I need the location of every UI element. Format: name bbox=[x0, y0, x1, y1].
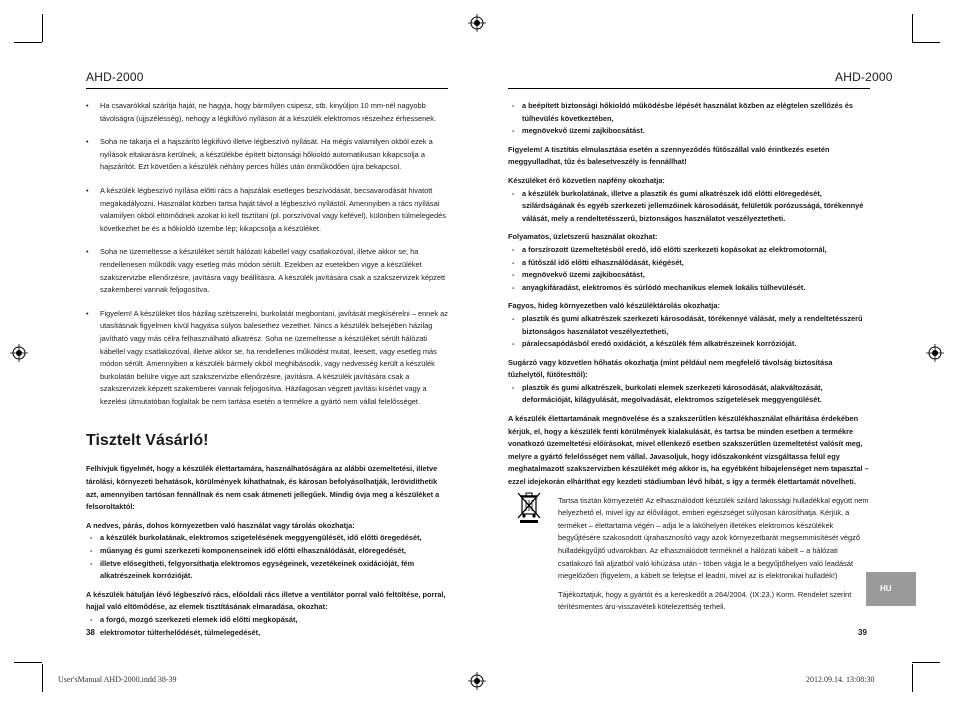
right-column bbox=[508, 100, 870, 614]
take-back-paragraph: Tájékoztatjuk, hogy a gyártót és a kereskedőt a 264/2004. (IX:23.) Korm. Rendelet szerint térítésmentes áru-visszavételi kötelezettség terheli. bbox=[558, 589, 852, 612]
list-item: - megnövekvő üzemi zajkibocsátást, bbox=[508, 269, 870, 282]
greeting-heading: Tisztelt Vásárló! bbox=[86, 432, 209, 450]
crop-mark bbox=[912, 662, 940, 663]
registration-mark-icon bbox=[468, 672, 486, 690]
right-page-number: 39 bbox=[858, 628, 867, 637]
crop-mark bbox=[912, 42, 940, 43]
crop-mark bbox=[42, 14, 43, 42]
lifetime-paragraph: A készülék élettartamának megnövelése és a szakszerűtlen készülékhasználat elhárítása érdekében kérjük, el, hogy a készülék fenti körülmények kialakulását, és tartsa be minden esetben a termékre vonatkozó üzemeltetési előírásokat, mivel ellenkező esetben szakszerűtlen üzemeltetést valósít meg, melyre a gyártó felelősséget nem vállal. Javasoljuk, hogy időszakonként vizsgáltassa felül egy meghatalmazott szakszervizben készülékét még akkor is, ha egyébként hibajelenséget nem tapasztal – ezzel idejekorán elháríthat egy kezdeti stádiumban lévő hibát, s így a termék élettartamát növelheti. bbox=[508, 414, 869, 487]
crop-mark bbox=[912, 664, 913, 692]
list-item: - a forgó, mozgó szerkezeti elemek idő előtti megkopását, bbox=[86, 614, 448, 627]
section-title: A készülék hátulján lévő légbeszívó rács, előoldali rács illetve a ventilátor porral való feltöltése, porral, hajjal való eltömődése, az elemek tisztításának elmaradása, okozhat: bbox=[86, 589, 446, 612]
crop-mark bbox=[42, 664, 43, 692]
list-item: - a forszírozott üzemeltetésből eredő, idő előtti szerkezeti kopásokat az elektromotornál, bbox=[508, 244, 870, 257]
registration-mark-icon bbox=[468, 14, 486, 32]
language-tab: HU bbox=[866, 572, 916, 606]
crop-mark bbox=[912, 14, 913, 42]
list-item: - megnövekvő üzemi zajkibocsátást. bbox=[508, 125, 870, 138]
list-item: - elektromotor túlterhelődését, túlmelegedését, bbox=[86, 627, 448, 640]
left-column bbox=[86, 100, 448, 639]
list-item: - páralecsapódásból eredő oxidációt, a készülék fém alkatrészeinek korrózióját. bbox=[508, 338, 870, 351]
right-page-title: AHD-2000 bbox=[835, 70, 893, 84]
recycling-paragraph: Tartsa tisztán környezetét! Az elhasználódott készülék szilárd lakossági hulladékkal együtt nem helyezhető el, mivel így az élővilágot, emberi egészséget súlyosan károsíthatja. Kérjük, a terméket – élettartama végén – adja le a lakóhelyén illetékes elektromos készülékek begyűjtésére szakosodott újrahasznosító vagy azok környezetbarát megsemmisítését végző hulladékgyűjtő udvarokban. Az elhasználódott terméknél a hálózati kábelt – a hálózati csatlakozó fali aljzatból való kihúzása után - töben vágja le a begyűjtőhelyen való leadását megelőzően (figyelem, a kábelt se felejtse el leadni, mivel az is elektronikai hulladék!) bbox=[558, 495, 869, 581]
left-page-title: AHD-2000 bbox=[86, 70, 144, 84]
right-header-rule bbox=[508, 88, 870, 89]
list-item: - a készülék burkolatának, elektromos szigetelésének meggyengülését, idő előtti öregedését, bbox=[86, 532, 448, 545]
crop-mark bbox=[14, 662, 42, 663]
section-title: Készüléket érő közvetlen napfény okozhatja: bbox=[508, 175, 665, 185]
safety-bullet: • A készülék légbeszívó nyílása előtti rács a hajszálak esetleges beszívódását, becsavarodását hivatott megakadályozni. Használat közben tartsa haját távol a légbeszívó nyílástól. Amennyiben a rács nyílásai valamilyen okból eltömődnek azokat ki kell tisztítani (pl. porszívóval vagy kefével), különben túlmelegedés következhet be és a hőkioldó üzembe lép; kikapcsolja a készüléket. bbox=[86, 185, 448, 235]
intro-paragraph: Felhívjuk figyelmét, hogy a készülék élettartamára, használhatóságára az alábbi üzemeltetési, illetve tárolási, környezeti behatások, körülmények kihathatnak, és károsan befolyásolhatják, lerövidíthetik azt, amennyiben tartósan fennállnak és nem csak átmeneti jellegűek. Mindig óvja meg a készüléket a felsoroltaktól: bbox=[86, 464, 440, 512]
list-item: - a készülék burkolatának, illetve a plasztik és gumi alkatrészek idő előtti elöregedését, szilárdságának és egyéb szerkezeti jellemzőinek károsodását, felületük porózusságá, törékennyé válását, mely a rendeltetésszerű, biztonságos használatot veszélyeztetheti. bbox=[508, 188, 870, 226]
list-item: - illetve elősegítheti, felgyorsíthatja elektromos egységeinek, vezetékeinek oxidációját, fém alkatrészeinek korrózióját. bbox=[86, 558, 448, 583]
safety-bullet: • Soha ne takarja el a hajszárító légkifúvó illetve légbeszívó nyílását. Ha mégis valamilyen okból ezek a nyílások eltakarásra kerülnek, a készülékbe épített biztonsági hőkioldó automatikusan kikapcsolja a hajszárítót. Ezt követően a készülék néhány perces hűlés után önműködően újra bekapcsol. bbox=[86, 136, 448, 174]
safety-bullet: • Soha ne üzemeltesse a készüléket sérült hálózati kábellel vagy csatlakozóval, illetve akkor se, ha rendellenesen működik vagy esetleg más módon sérült. Ezekben az esetekben vigye a készüléket szakszervizbe ellenőrzésre, javításra vagy beállításra. A készülék javítására csak a szakszervizek képzett szakemberei vannak feljogosítva. bbox=[86, 246, 448, 296]
crop-mark bbox=[14, 42, 42, 43]
left-header-rule bbox=[86, 88, 448, 89]
safety-bullet: • Figyelem! A készüléket tilos házilag szétszerelni, burkolatát megbontani, javítását megkísérelni – ennek az utasításnak figyelmen kívül hagyása súlyos balesethez vezethet. Nincs a készülék belsejében házilag javítható vagy más célra felhasználható alkatrész. Soha ne üzemeltesse a készüléket sérült hálózati kábellel vagy csatlakozóval, illetve akkor se, ha rendellenes működést mutat, leesett, vagy esetleg más módon sérült. Amennyiben a készülék bármely okból meghibásodik, vagy nedvesség került a készülék burkolatán belülre vigye azt szakszervizbe ellenőrzésre, javításra. A készülék javítására csak a szakszervizek képzett szakemberei vannak feljogosítva. Házilagosan végzett javítási kísérlet vagy a kezelési útmutatóban foglaltak be nem tartása esetén a termékre a gyártó nem vállal felelősséget. bbox=[86, 308, 448, 409]
list-item: - a beépített biztonsági hőkioldó működésbe lépését használat közben az elégtelen szellőzés és túlhevülés következtében, bbox=[508, 100, 870, 125]
print-timestamp: 2012.09.14. 13:08:30 bbox=[806, 675, 875, 684]
warning-paragraph: Figyelem! A tisztítás elmulasztása esetén a szennyeződés fűtőszállal való érintkezés esetén meggyulladhat, tűz és balesetveszély is fennállhat! bbox=[508, 144, 830, 167]
list-item: - plasztik és gumi alkatrészek szerkezeti károsodását, törékennyé válását, mely a rendeltetésszerű biztonságos használatot veszélyeztetheti, bbox=[508, 313, 870, 338]
section-title: A nedves, párás, dohos környezetben való használat vagy tárolás okozhatja: bbox=[86, 520, 355, 530]
list-item: - a fűtőszál idő előtti elhasználódását, kiégését, bbox=[508, 257, 870, 270]
left-page-number: 38 bbox=[86, 628, 95, 637]
list-item: - műanyag és gumi szerkezeti komponenseinek idő előtti elhasználódását, elöregedését, bbox=[86, 545, 448, 558]
registration-mark-icon bbox=[10, 344, 28, 362]
list-item: - anyagkifáradást, elektromos és súrlódó mechanikus elemek lokális túlhevülését. bbox=[508, 282, 870, 295]
section-title: Sugárzó vagy közvetlen hőhatás okozhatja (mint például nem megfelelő távolság biztosítása tűzhelytől, fűtőtesttől): bbox=[508, 357, 833, 380]
section-title: Fagyos, hideg környezetben való készüléktárolás okozhatja: bbox=[508, 301, 720, 311]
file-slug: User'sManual AHD-2000.indd 38-39 bbox=[58, 675, 177, 684]
list-item: - plasztik és gumi alkatrészek, burkolati elemek szerkezeti károsodását, alakváltozását, deformációját, kilágyulását, megolvadását, elektromos szigetelések meggyengülését. bbox=[508, 382, 870, 407]
crossed-bin-icon bbox=[515, 490, 543, 524]
safety-bullet: • Ha csavarókkal szárítja haját, ne hagyja, hogy bármilyen csipesz, stb. kinyúljon 10 mm-nél nagyobb távolságra (ujjszélesség), nehogy a légkifúvó nyíláson át a készülék elektromos részeihez érhessenek. bbox=[86, 100, 448, 125]
registration-mark-icon bbox=[926, 344, 944, 362]
section-title: Folyamatos, üzletszerű használat okozhat: bbox=[508, 232, 658, 242]
